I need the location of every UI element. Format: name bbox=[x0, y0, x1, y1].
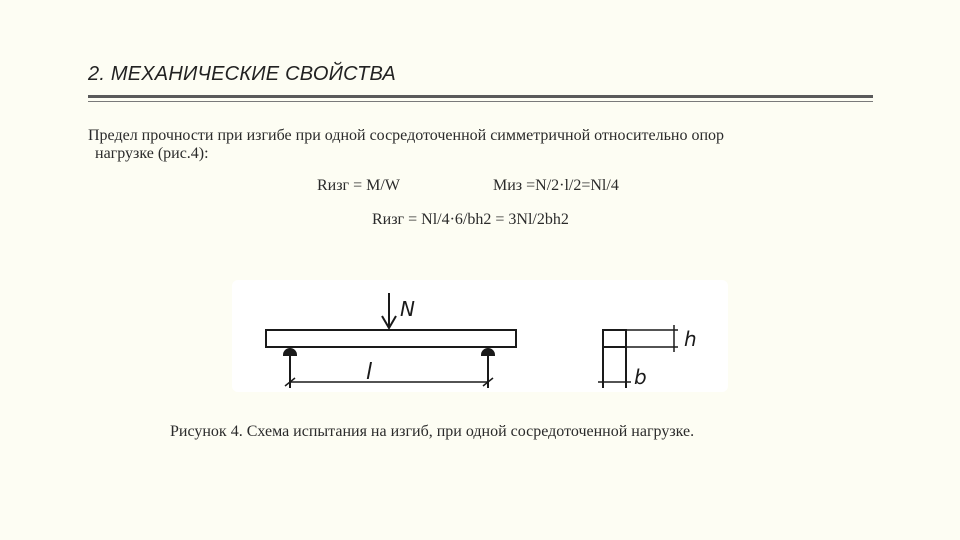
formula-strength: Rизг = M/W bbox=[317, 177, 400, 194]
paragraph-line-2: нагрузке (рис.4): bbox=[95, 145, 209, 162]
title-divider-thick bbox=[88, 95, 873, 98]
left-support bbox=[284, 349, 296, 355]
paragraph-line-1: Предел прочности при изгибе при одной сосредоточенной симметричной относительно опор bbox=[88, 127, 725, 144]
right-support bbox=[482, 349, 494, 355]
beam bbox=[266, 330, 516, 347]
formula-strength-expanded: Rизг = Nl/4·6/bh2 = 3Nl/2bh2 bbox=[372, 211, 569, 228]
diagram-svg bbox=[232, 280, 728, 392]
paragraph bbox=[88, 127, 888, 163]
title-divider-thin bbox=[88, 101, 873, 102]
formula-moment: Mиз =N/2·l/2=Nl/4 bbox=[493, 177, 619, 194]
cross-section bbox=[603, 330, 626, 347]
slide-title: 2. МЕХАНИЧЕСКИЕ СВОЙСТВА bbox=[88, 63, 396, 85]
width-label: b bbox=[634, 365, 647, 389]
figure-caption: Рисунок 4. Схема испытания на изгиб, при одной сосредоточенной нагрузке. bbox=[170, 423, 695, 440]
height-label: h bbox=[684, 327, 697, 351]
span-label: l bbox=[366, 360, 373, 385]
bending-test-diagram bbox=[232, 280, 728, 392]
load-label: N bbox=[400, 297, 415, 321]
